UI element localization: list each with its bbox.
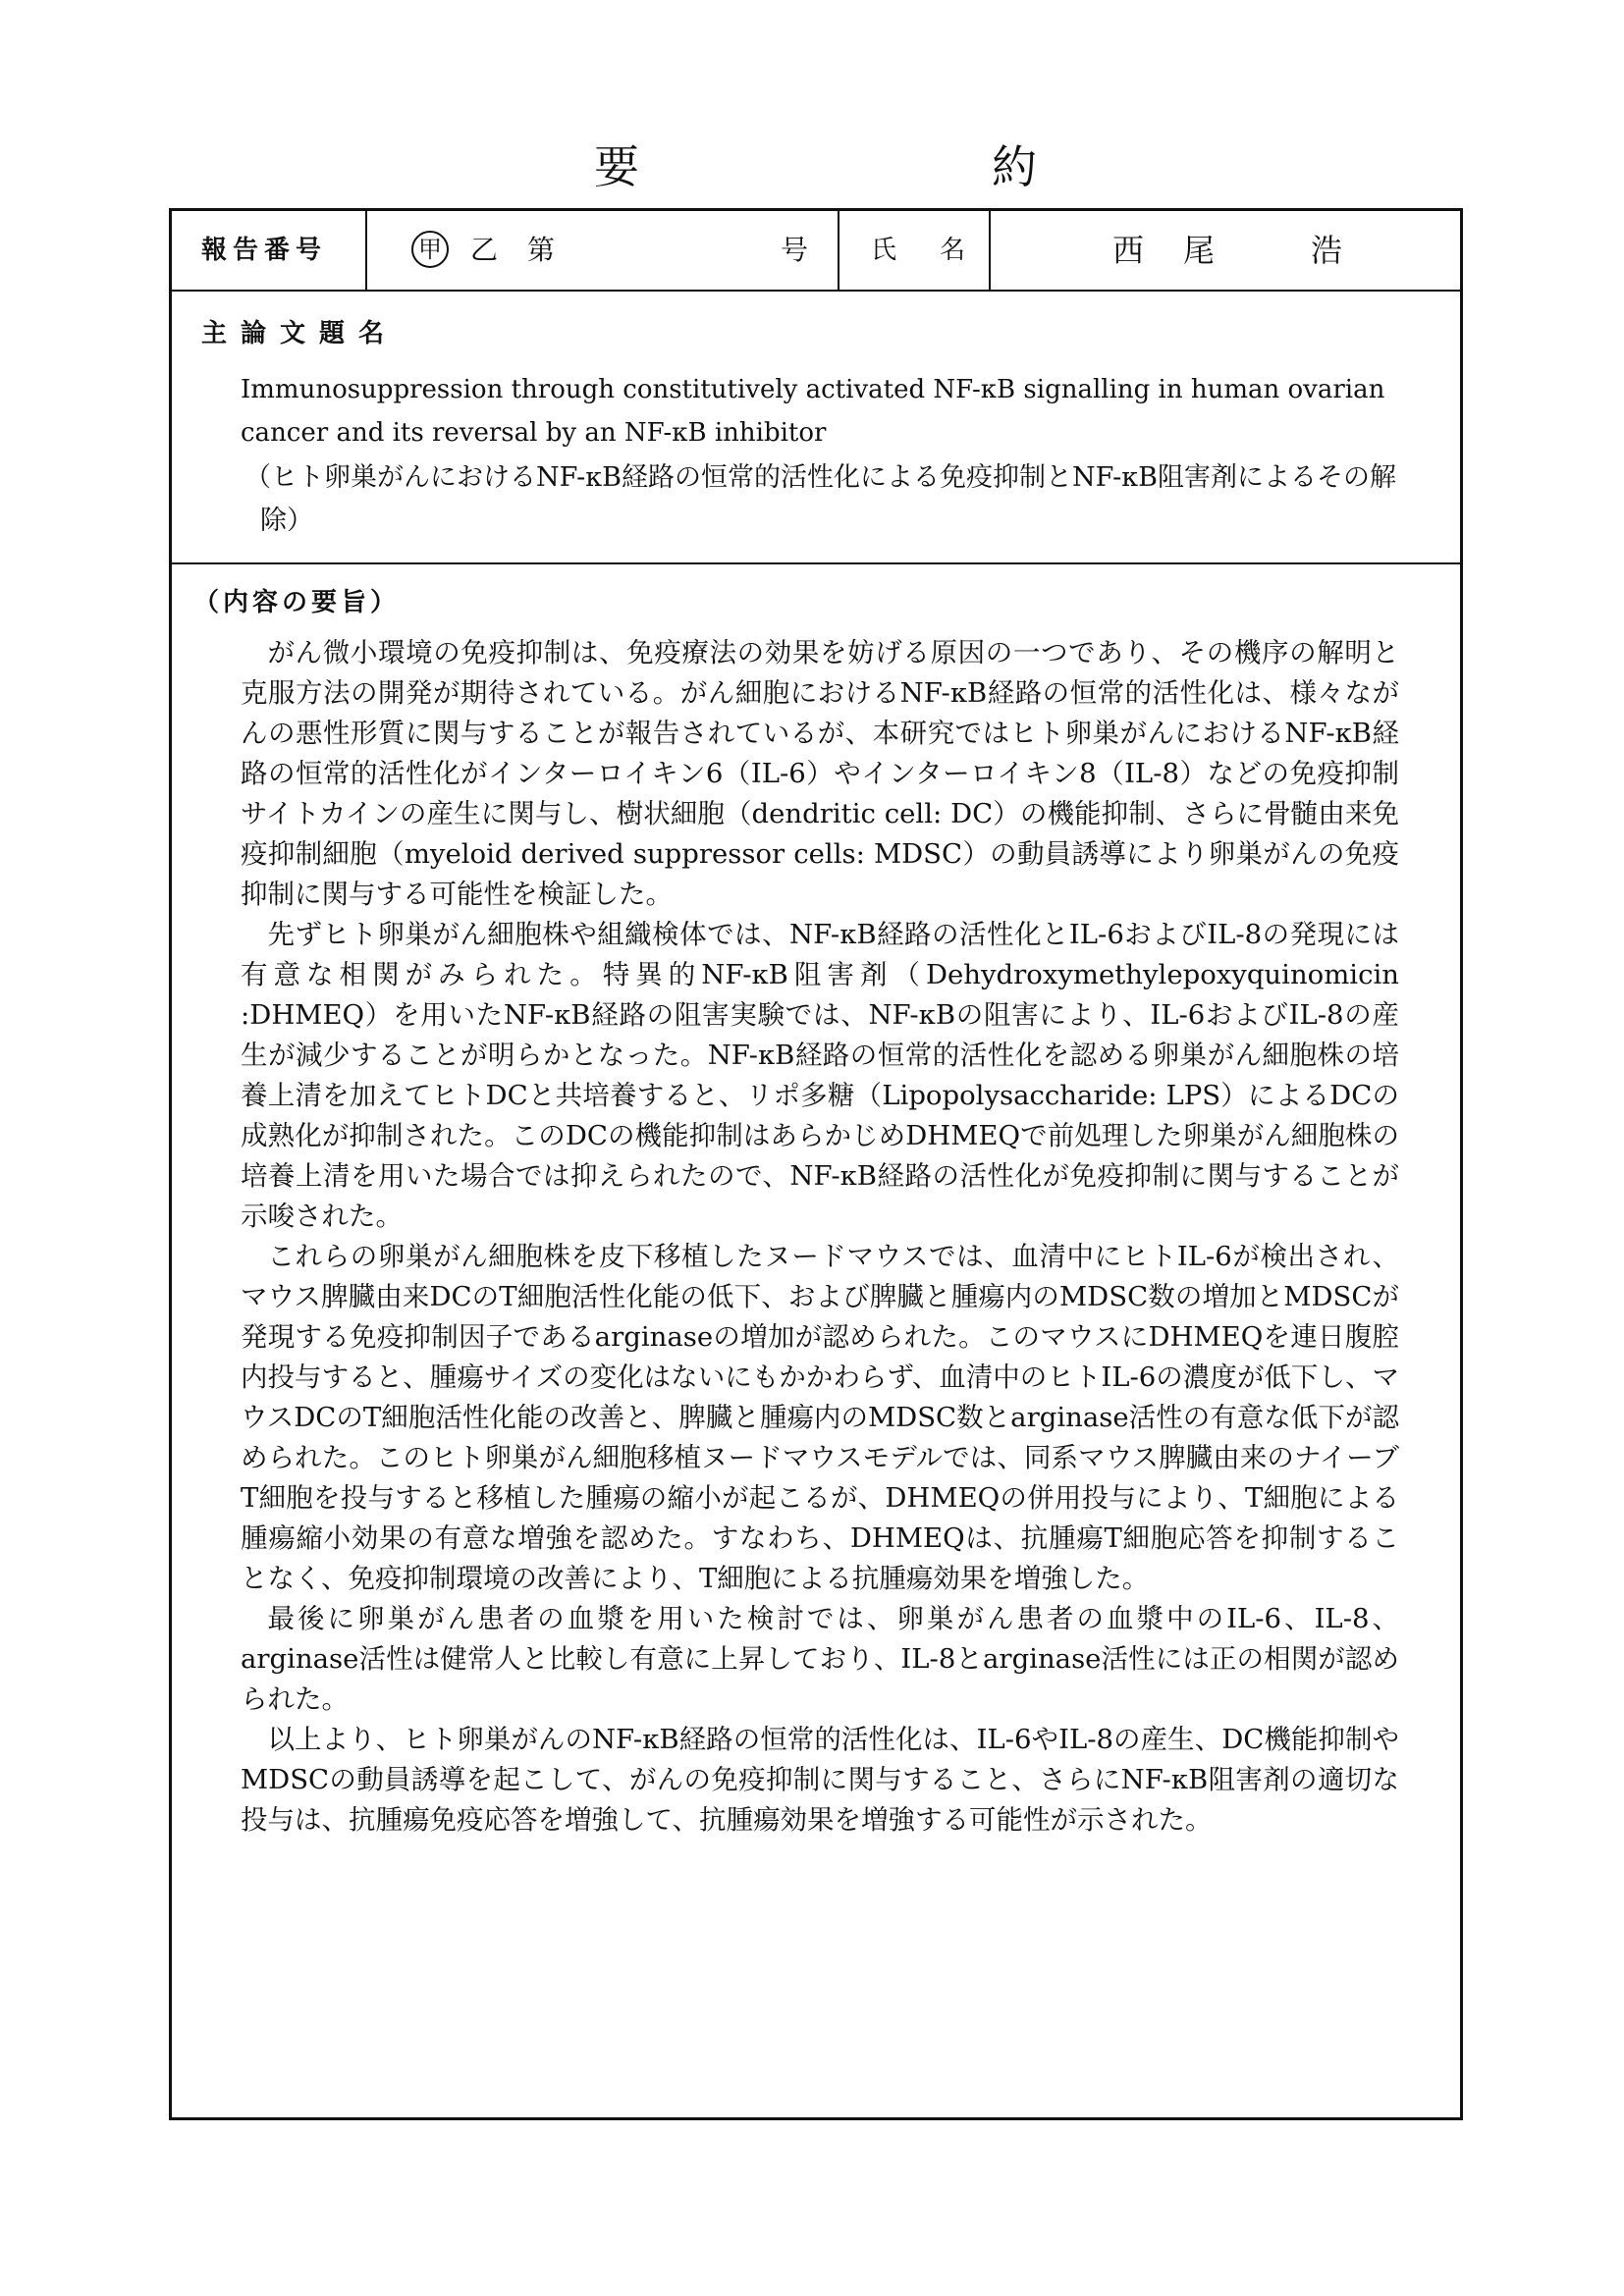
thesis-title-japanese: （ヒト卵巣がんにおけるNF-κB経路の恒常的活性化による免疫抑制とNF-κB阻害剤によるその解除） <box>244 462 1396 536</box>
summary-paragraph: これらの卵巣がん細胞株を皮下移植したヌードマウスでは、血清中にヒトIL-6が検出され、マウス脾臓由来DCのT細胞活性化能の低下、および脾臓と腫瘍内のMDSC数の増加とMDSCが発現する免疫抑制因子であるarginaseの増加が認められた。このマウスにDHMEQを連日腹腔内投与すると、腫瘍サイズの変化はないにもかかわらず、血清中のヒトIL-6の濃度が低下し、マウスDCのT細胞活性化能の改善と、脾臓と腫瘍内のMDSC数とarginase活性の有意な低下が認められた。このヒト卵巣がん細胞移植ヌードマウスモデルでは、同系マウス脾臓由来のナイーブT細胞を投与すると移植した腫瘍の縮小が起こるが、DHMEQの併用投与により、T細胞による腫瘍縮小効果の有意な増強を認めた。すなわち、DHMEQは、抗腫瘍T細胞応答を抑制することなく、免疫抑制環境の改善により、T細胞による抗腫瘍効果を増強した。 <box>241 1241 1400 1594</box>
summary-form-frame <box>169 208 1463 2120</box>
page-title <box>0 137 1624 196</box>
divider <box>989 211 991 290</box>
page-title-char-2: 約 <box>992 140 1037 193</box>
name-label-2: 名 <box>940 236 966 265</box>
gou-mark: 号 <box>781 234 809 266</box>
divider <box>365 211 367 290</box>
divider <box>172 290 1460 292</box>
summary-paragraph: 以上より、ヒト卵巣がんのNF-κB経路の恒常的活性化は、IL-6やIL-8の産生、DC機能抑制やMDSCの動員誘導を起こして、がんの免疫抑制に関与すること、さらにNF-κB阻害剤の適切な投与は、抗腫瘍免疫応答を増強して、抗腫瘍効果を増強する可能性が示された。 <box>241 1724 1399 1836</box>
divider <box>838 211 839 290</box>
author-name-3: 浩 <box>1311 232 1343 269</box>
summary-label: （内容の要旨） <box>193 588 401 617</box>
summary-paragraph: がん微小環境の免疫抑制は、免疫療法の効果を妨げる原因の一つであり、その機序の解明と克服方法の開発が期待されている。がん細胞におけるNF-κB経路の恒常的活性化は、様々ながんの悪性形質に関与することが報告されているが、本研究ではヒト卵巣がんにおけるNF-κB経路の恒常的活性化がインターロイキン6（IL-6）やインターロイキン8（IL-8）などの免疫抑制サイトカインの産生に関与し、樹状細胞（dendritic cell: DC）の機能抑制、さらに骨髄由来免疫抑制細胞（myeloid derived suppressor cells: MDSC）の動員誘導により卵巣がんの免疫抑制に関与する可能性を検証した。 <box>241 637 1399 910</box>
summary-paragraph: 先ずヒト卵巣がん細胞株や組織検体では、NF-κB経路の活性化とIL-6およびIL-8の発現には有意な相関がみられた。特異的NF-κB阻害剤（Dehydroxymethylepoxyquinomicin :DHMEQ）を用いたNF-κB経路の阻害実験では、NF-κBの阻害により、IL-6およびIL-8の産生が減少することが明らかとなった。NF-κB経路の恒常的活性化を認める卵巣がん細胞株の培養上清を加えてヒトDCと共培養すると、リポ多糖（Lipopolysaccharide: LPS）によるDCの成熟化が抑制された。このDCの機能抑制はあらかじめDHMEQで前処理した卵巣がん細胞株の培養上清を用いた場合では抑えられたので、NF-κB経路の活性化が免疫抑制に関与することが示唆された。 <box>241 919 1399 1232</box>
report-number-label: 報告番号 <box>201 236 328 265</box>
thesis-title-label: 主論文題名 <box>201 319 399 348</box>
author-name-1: 西 <box>1112 232 1145 269</box>
divider <box>172 562 1460 564</box>
summary-paragraph: 最後に卵巣がん患者の血漿を用いた検討では、卵巣がん患者の血漿中のIL-6、IL-8、arginase活性は健常人と比較し有意に上昇しており、IL-8とarginase活性には正の相関が認められた。 <box>241 1603 1399 1715</box>
thesis-title-english: Immunosuppression through constitutively activated NF-κB signalling in human ovarian cancer and its reversal by an NF-κB inhibitor <box>241 375 1385 448</box>
otsu-mark: 乙 <box>470 234 499 266</box>
kou-circled-mark: 甲 <box>411 231 449 268</box>
page-title-char-1: 要 <box>594 140 639 193</box>
author-name-2: 尾 <box>1183 232 1216 269</box>
dai-mark: 第 <box>527 234 556 266</box>
summary-body <box>241 633 1399 1841</box>
name-label-1: 氏 <box>871 236 897 265</box>
